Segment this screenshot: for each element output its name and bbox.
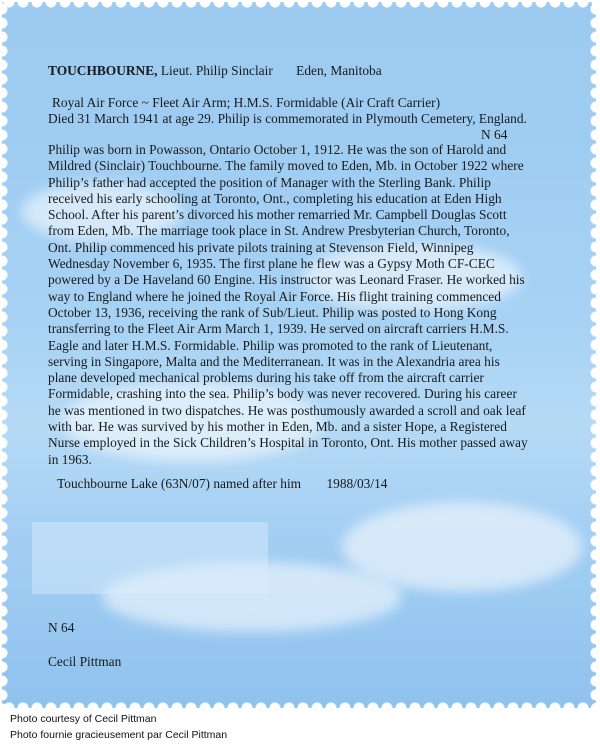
biography-line: powered by a De Haveland 60 Engine. His instructor was Leonard Fraser. He worked his [48, 272, 525, 288]
service-line: Royal Air Force ~ Fleet Air Arm; H.M.S. Formidable (Air Craft Carrier) [52, 95, 441, 110]
biography-line: with bar. He was survived by his mother in Eden, Mb. and a sister Hope, a Registered [48, 419, 507, 435]
biography-line: in 1963. [48, 451, 92, 467]
faded-photo-area [32, 522, 268, 594]
scalloped-edge-left [2, 2, 12, 708]
photo-credit-french: Photo fournie gracieusement par Cecil Pittman [10, 729, 228, 741]
biography-line: Wednesday November 6, 1935. The first plane he flew was a Gypsy Moth CF-CEC [48, 256, 495, 272]
biography-line: he was mentioned in two dispatches. He was posthumously awarded a scroll and oak leaf [48, 402, 526, 418]
photo-credit-english: Photo courtesy of Cecil Pittman [10, 713, 157, 725]
biography-line: Ont. Philip commenced his private pilots training at Stevenson Field, Winnipeg [48, 239, 474, 255]
scalloped-edge-bottom [2, 698, 596, 708]
biography-line: Eagle and later H.M.S. Formidable. Philip was promoted to the rank of Lieutenant, [48, 337, 493, 353]
biography-line: way to England where he joined the Royal Air Force. His flight training commenced [48, 288, 501, 304]
death-line: Died 31 March 1941 at age 29. Philip is commemorated in Plymouth Cemetery, England. [48, 111, 527, 126]
map-reference-top: N 64 [481, 127, 508, 142]
biography-line: October 13, 1936, receiving the rank of Sub/Lieut. Philip was posted to Hong Kong [48, 304, 497, 320]
lake-naming-date: 1988/03/14 [326, 476, 388, 491]
hometown: Eden, Manitoba [296, 63, 382, 78]
biography-line: plane developed mechanical problems during his take off from the aircraft carrier [48, 370, 484, 386]
biography-line: Nurse employed in the Sick Children’s Hospital in Toronto, Ont. His mother passed away [48, 435, 528, 451]
biography-line: Mildred (Sinclair) Touchbourne. The family moved to Eden, Mb. in October 1922 where [48, 158, 524, 174]
surname: TOUCHBOURNE, [48, 63, 158, 78]
lake-name: Touchbourne Lake (63N/07) named after him [57, 476, 302, 491]
biography-line: received his early schooling at Toronto, Ont., completing his education at Eden High [48, 190, 502, 206]
name-rank: Lieut. Philip Sinclair [160, 63, 273, 78]
signer-name: Cecil Pittman [48, 654, 122, 669]
biography-line: Philip was born in Powasson, Ontario October 1, 1912. He was the son of Harold and [48, 142, 507, 157]
map-reference-bottom: N 64 [48, 620, 75, 635]
biography-line: School. After his parent’s divorced his mother remarried Mr. Campbell Douglas Scott [48, 207, 507, 223]
biography-line: serving in Singapore, Malta and the Mediterranean. It was in the Alexandria area his [48, 353, 500, 369]
biography-line: from Eden, Mb. The marriage took place in St. Andrew Presbyterian Church, Toronto, [48, 223, 510, 239]
scalloped-edge-right [586, 2, 596, 708]
lake-naming-line [57, 476, 387, 492]
biography-line: Formidable, crashing into the sea. Philip’s body was never recovered. During his career [48, 386, 517, 402]
biography-line: transferring to the Fleet Air Arm March 1, 1939. He served on aircraft carriers H.M.S. [48, 321, 509, 337]
memorial-header [48, 63, 382, 79]
scalloped-edge-top [2, 2, 596, 12]
biography [48, 142, 578, 468]
biography-line: Philip’s father had accepted the position of Manager with the Sterling Bank. Philip [48, 174, 491, 190]
